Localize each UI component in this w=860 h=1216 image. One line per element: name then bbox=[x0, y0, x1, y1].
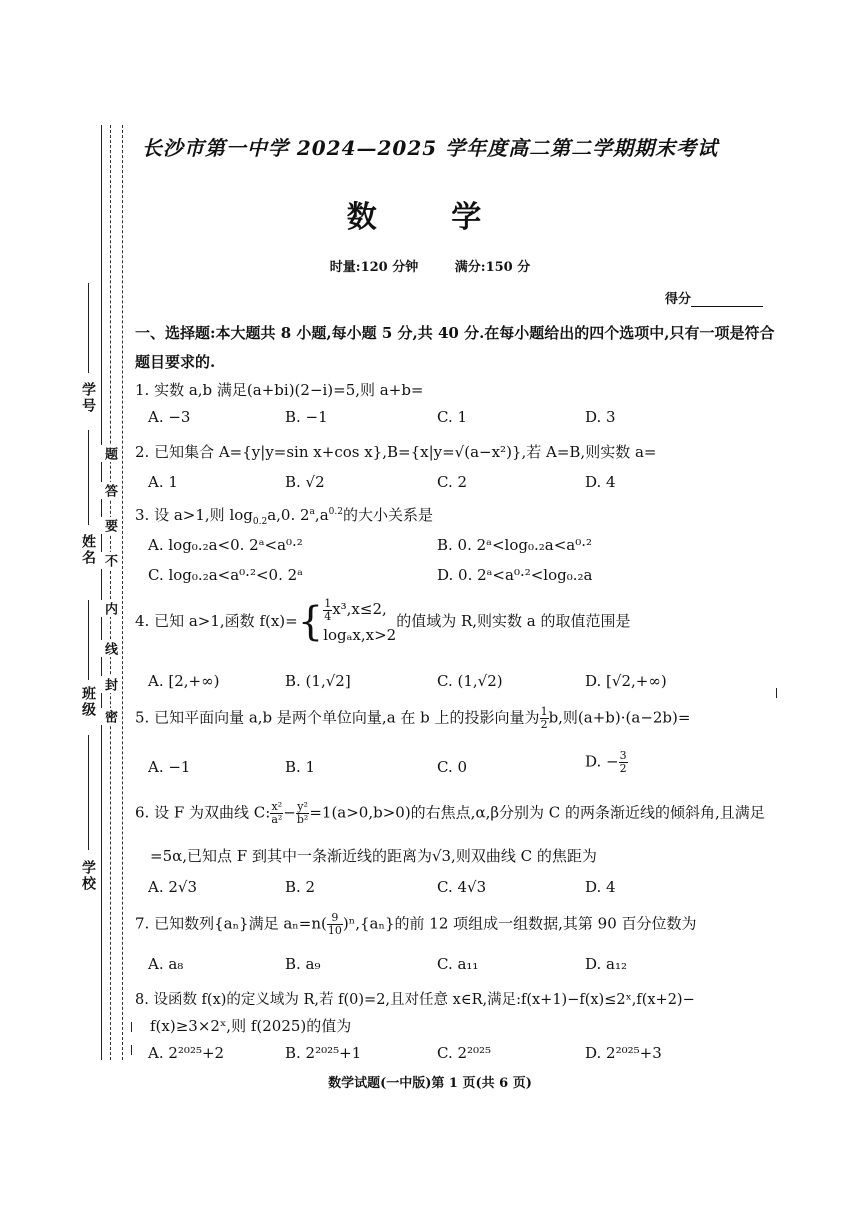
name-blank bbox=[88, 430, 89, 525]
q8-option-b: B. 2²⁰²⁵+1 bbox=[285, 1044, 362, 1062]
question-8-cont: f(x)≥3×2ˣ,则 f(2025)的值为 bbox=[150, 1017, 352, 1035]
q4-text-2: 的值域为 R,则实数 a 的取值范围是 bbox=[396, 611, 631, 630]
question-4 bbox=[135, 597, 631, 647]
student-id-blank bbox=[88, 283, 89, 373]
stray-mark bbox=[776, 688, 777, 698]
score-blank bbox=[691, 294, 763, 307]
seal-char: 题 bbox=[102, 447, 117, 460]
q3-text-2: a,0. 2 bbox=[267, 506, 310, 524]
q8-option-c: C. 2²⁰²⁵ bbox=[437, 1044, 492, 1062]
q6-option-a: A. 2√3 bbox=[148, 878, 198, 896]
question-5 bbox=[135, 706, 690, 731]
fraction-half: $\frac{1}{2}$ bbox=[540, 705, 548, 731]
q2-option-b: B. √2 bbox=[285, 473, 325, 491]
q3-option-c: C. log₀.₂a<a⁰·²<0. 2ᵃ bbox=[148, 566, 303, 584]
q7-text-1: 7. 已知数列{aₙ}满足 aₙ=n( bbox=[135, 914, 327, 933]
seal-char: 线 bbox=[102, 642, 117, 655]
q3-text-4: 的大小关系是 bbox=[342, 506, 433, 524]
question-1: 1. 实数 a,b 满足(a+bi)(2−i)=5,则 a+b= bbox=[135, 381, 424, 399]
q2-option-c: C. 2 bbox=[437, 473, 468, 491]
q3-text-1: 3. 设 a>1,则 log bbox=[135, 506, 253, 524]
q3-option-b: B. 0. 2ᵃ<log₀.₂a<a⁰·² bbox=[437, 536, 593, 554]
question-8: 8. 设函数 f(x)的定义域为 R,若 f(0)=2,且对任意 x∈R,满足:f(x+1)−f(x)≤2ˣ,f(x+2)− bbox=[135, 992, 695, 1008]
q4-option-c: C. (1,√2) bbox=[437, 672, 503, 690]
q4-case-2: logₐx,x>2 bbox=[323, 625, 397, 644]
fraction-y2-b2: $\frac{\text{y²}}{\text{b²}}$ bbox=[296, 800, 309, 826]
q1-option-a: A. −3 bbox=[148, 408, 191, 426]
q3-sub: 0.2 bbox=[252, 517, 268, 527]
piecewise-brace: { bbox=[297, 598, 324, 645]
q5-option-a: A. −1 bbox=[148, 758, 191, 776]
question-2: 2. 已知集合 A={y|y=sin x+cos x},B={x|y=√(a−x²)},若 A=B,则实数 a= bbox=[135, 443, 657, 461]
subject-title: 数 学 bbox=[346, 200, 514, 235]
q6-option-d: D. 4 bbox=[585, 878, 616, 896]
time-limit: 时量:120 分钟 bbox=[329, 260, 419, 275]
q4-case-1: x³,x≤2, bbox=[332, 600, 387, 618]
q5-option-d-text: D. − bbox=[585, 752, 619, 771]
q8-option-a: A. 2²⁰²⁵+2 bbox=[148, 1044, 225, 1062]
question-6 bbox=[135, 801, 765, 826]
q6-text-1: 6. 设 F 为双曲线 C: bbox=[135, 803, 271, 822]
stray-mark bbox=[131, 1022, 132, 1032]
q1-option-d: D. 3 bbox=[585, 408, 616, 426]
q6-text-2: =1(a>0,b>0)的右焦点,α,β分别为 C 的两条渐近线的倾斜角,且满足 bbox=[309, 803, 765, 822]
question-6-cont: =5α,已知点 F 到其中一条渐近线的距离为√3,则双曲线 C 的焦距为 bbox=[150, 847, 597, 865]
seal-char: 答 bbox=[102, 484, 117, 497]
q1-option-c: C. 1 bbox=[437, 408, 468, 426]
score-field bbox=[665, 288, 763, 307]
q1-option-b: B. −1 bbox=[285, 408, 328, 426]
binding-margin bbox=[0, 0, 130, 1216]
fraction-three-halves: $\frac{3}{2}$ bbox=[619, 749, 627, 775]
q5-option-b: B. 1 bbox=[285, 758, 316, 776]
q4-option-b: B. (1,√2] bbox=[285, 672, 351, 690]
q2-option-d: D. 4 bbox=[585, 473, 616, 491]
q6-minus: − bbox=[283, 803, 296, 822]
q7-option-b: B. a₉ bbox=[285, 955, 321, 973]
q3-sup-a: a bbox=[309, 507, 315, 517]
school-blank bbox=[88, 735, 89, 850]
q3-sup-02: 0.2 bbox=[328, 507, 343, 517]
piecewise-cases bbox=[323, 597, 396, 647]
section-heading: 一、选择题:本大题共 8 小题,每小题 5 分,共 40 分.在每小题给出的四个选项中,只有一项是符合题目要求的. bbox=[135, 324, 775, 371]
q5-text-1: 5. 已知平面向量 a,b 是两个单位向量,a 在 b 上的投影向量为 bbox=[135, 708, 540, 727]
seal-char: 要 bbox=[102, 519, 117, 532]
student-id-label: 学号 bbox=[80, 382, 96, 414]
q5-option-c: C. 0 bbox=[437, 758, 468, 776]
fraction-nine-tenths: $\frac{9}{10}$ bbox=[327, 911, 342, 937]
q3-option-d: D. 0. 2ᵃ<a⁰·²<log₀.₂a bbox=[437, 566, 593, 584]
exam-info bbox=[0, 256, 860, 275]
q7-option-d: D. a₁₂ bbox=[585, 955, 627, 973]
exam-title: 长沙市第一中学 2024—2025 学年度高二第二学期期末考试 bbox=[141, 136, 719, 160]
q6-option-b: B. 2 bbox=[285, 878, 316, 896]
seal-char: 封 bbox=[102, 678, 117, 691]
q3-text-3: ,a bbox=[314, 506, 329, 524]
seal-char: 内 bbox=[102, 602, 117, 615]
school-label: 学校 bbox=[80, 860, 96, 892]
q7-option-a: A. a₈ bbox=[148, 955, 184, 973]
q5-text-2: b,则(a+b)·(a−2b)= bbox=[548, 708, 691, 727]
q8-option-d: D. 2²⁰²⁵+3 bbox=[585, 1044, 662, 1062]
q4-text-1: 4. 已知 a>1,函数 f(x)= bbox=[135, 611, 298, 630]
q7-text-2: )ⁿ,{aₙ}的前 12 项组成一组数据,其第 90 百分位数为 bbox=[342, 914, 697, 933]
full-score: 满分:150 分 bbox=[454, 260, 531, 275]
q4-option-d: D. [√2,+∞) bbox=[585, 672, 667, 690]
fraction-x2-a2: $\frac{\text{x²}}{\text{a²}}$ bbox=[271, 800, 283, 826]
q6-option-c: C. 4√3 bbox=[437, 878, 487, 896]
seal-char: 密 bbox=[102, 710, 117, 723]
score-label: 得分 bbox=[665, 292, 692, 307]
class-label: 班级 bbox=[80, 686, 96, 718]
class-blank bbox=[88, 600, 89, 680]
q3-option-a: A. log₀.₂a<0. 2ᵃ<a⁰·² bbox=[148, 536, 303, 554]
page-footer: 数学试题(一中版)第 1 页(共 6 页) bbox=[328, 1076, 532, 1091]
stray-mark bbox=[131, 1045, 132, 1055]
seal-char: 不 bbox=[102, 554, 117, 567]
q2-option-a: A. 1 bbox=[148, 473, 178, 491]
name-label: 姓名 bbox=[80, 534, 96, 566]
fraction-quarter: $\frac{1}{4}$ bbox=[324, 596, 332, 623]
q7-option-c: C. a₁₁ bbox=[437, 955, 479, 973]
question-3 bbox=[135, 504, 433, 527]
question-7 bbox=[135, 912, 697, 937]
q5-option-d bbox=[585, 750, 628, 775]
q4-option-a: A. [2,+∞) bbox=[148, 672, 220, 690]
